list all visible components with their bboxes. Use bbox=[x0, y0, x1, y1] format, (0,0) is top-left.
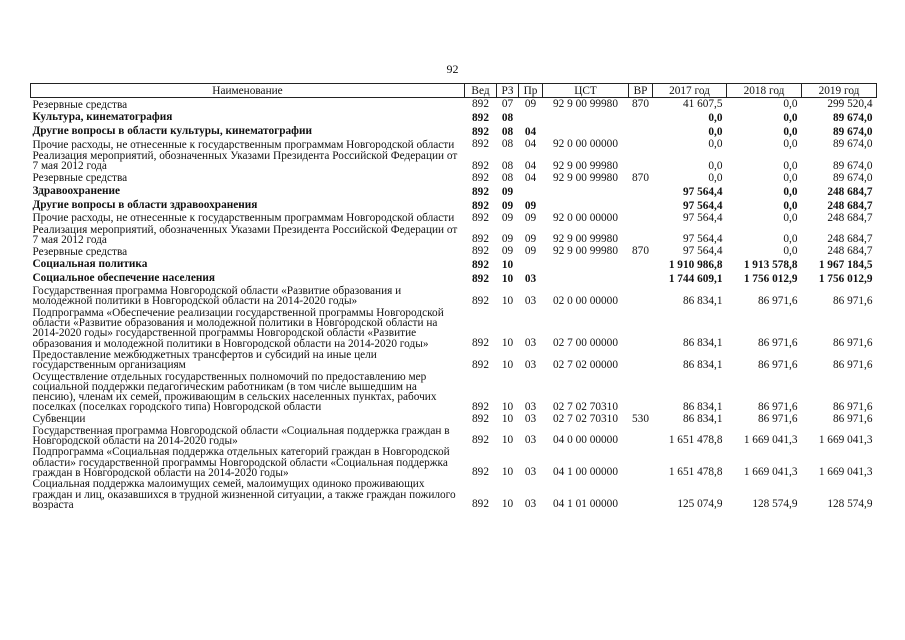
cell-vr bbox=[629, 425, 653, 447]
cell-rz: 10 bbox=[501, 259, 514, 272]
cell-rz: 09 bbox=[501, 185, 514, 198]
table-row bbox=[31, 446, 877, 478]
cell-cst bbox=[543, 110, 629, 124]
budget-table bbox=[30, 83, 877, 510]
cell-2017: 41 607,5 bbox=[682, 98, 723, 110]
cell-ved: 892 bbox=[472, 400, 489, 413]
cell-ved: 892 bbox=[472, 98, 489, 110]
cell-2019: 248 684,7 bbox=[827, 211, 873, 224]
cell-2017: 0,0 bbox=[708, 171, 723, 184]
cell-ved: 892 bbox=[472, 273, 489, 286]
cell-2019: 89 674,0 bbox=[832, 159, 873, 172]
cell-2018: 86 971,6 bbox=[757, 294, 798, 307]
cell-ved: 892 bbox=[472, 336, 489, 349]
cell-2019: 299 520,4 bbox=[827, 98, 873, 110]
cell-vr bbox=[629, 110, 653, 124]
table-row bbox=[31, 478, 877, 510]
cell-2019: 86 971,6 bbox=[832, 358, 873, 371]
cell-2019: 86 971,6 bbox=[832, 294, 873, 307]
table-row bbox=[31, 425, 877, 447]
cell-pr: 09 bbox=[524, 199, 537, 212]
cell-pr: 04 bbox=[524, 159, 537, 172]
cell-2017: 1 651 478,8 bbox=[668, 466, 723, 479]
table-row bbox=[31, 257, 877, 271]
cell-2018: 0,0 bbox=[783, 199, 798, 212]
table-row bbox=[31, 138, 877, 150]
cell-ved: 892 bbox=[472, 412, 489, 425]
header-2017: 2017 год bbox=[653, 84, 727, 98]
cell-name: Резервные средства bbox=[32, 98, 128, 110]
cell-rz: 10 bbox=[501, 358, 514, 371]
cell-pr: 03 bbox=[524, 466, 537, 479]
cell-ved: 892 bbox=[472, 233, 489, 246]
cell-pr: 09 bbox=[524, 211, 537, 224]
cell-cst bbox=[543, 271, 629, 285]
table-row bbox=[31, 98, 877, 111]
cell-rz: 07 bbox=[501, 98, 514, 110]
cell-name: Другие вопросы в области культуры, кинематографии bbox=[32, 125, 312, 137]
cell-2019: 1 669 041,3 bbox=[818, 434, 873, 447]
cell-2019: 1 669 041,3 bbox=[818, 466, 873, 479]
cell-2017: 1 651 478,8 bbox=[668, 434, 723, 447]
table-row bbox=[31, 307, 877, 349]
cell-2019: 89 674,0 bbox=[832, 126, 873, 138]
table-row bbox=[31, 245, 877, 257]
cell-cst: 02 7 02 00000 bbox=[553, 358, 618, 371]
cell-rz: 10 bbox=[501, 466, 514, 479]
cell-ved: 892 bbox=[472, 138, 489, 150]
cell-2019: 1 756 012,9 bbox=[818, 273, 873, 286]
cell-ved: 892 bbox=[472, 185, 489, 198]
cell-vr bbox=[629, 371, 653, 413]
cell-2018: 1 669 041,3 bbox=[743, 434, 798, 447]
cell-vr bbox=[629, 257, 653, 271]
cell-vr bbox=[629, 184, 653, 198]
cell-cst bbox=[543, 198, 629, 212]
cell-name: Другие вопросы в области здравоохранения bbox=[32, 198, 258, 211]
cell-vr bbox=[629, 224, 653, 246]
table-row bbox=[31, 110, 877, 124]
table-row bbox=[31, 150, 877, 172]
header-name: Наименование bbox=[31, 84, 465, 98]
cell-name: Государственная программа Новгородской области «Развитие образования и молодежной политики в Новгородской области на 2014-2020 годы» bbox=[32, 285, 402, 307]
cell-cst: 04 1 01 00000 bbox=[553, 498, 618, 511]
cell-ved: 892 bbox=[472, 211, 489, 224]
cell-ved: 892 bbox=[472, 434, 489, 447]
cell-cst: 92 0 00 00000 bbox=[553, 211, 618, 224]
table-row bbox=[31, 413, 877, 425]
cell-rz: 10 bbox=[501, 336, 514, 349]
cell-2019: 128 574,9 bbox=[827, 498, 873, 511]
cell-cst: 92 0 00 00000 bbox=[553, 138, 618, 150]
cell-vr bbox=[629, 150, 653, 172]
cell-pr: 04 bbox=[524, 126, 537, 138]
cell-2019: 248 684,7 bbox=[827, 199, 873, 212]
header-rz: РЗ bbox=[497, 84, 519, 98]
cell-ved: 892 bbox=[472, 466, 489, 479]
cell-2017: 0,0 bbox=[708, 159, 723, 172]
header-pr: Пр bbox=[519, 84, 543, 98]
table-row bbox=[31, 371, 877, 413]
cell-2018: 128 574,9 bbox=[752, 498, 798, 511]
cell-vr bbox=[629, 478, 653, 510]
cell-rz: 09 bbox=[501, 233, 514, 246]
cell-pr: 04 bbox=[524, 171, 537, 184]
table-row bbox=[31, 172, 877, 184]
cell-name: Резервные средства bbox=[32, 245, 128, 258]
cell-2019: 86 971,6 bbox=[832, 412, 873, 425]
cell-ved: 892 bbox=[472, 159, 489, 172]
cell-pr bbox=[519, 257, 543, 271]
table-row bbox=[31, 271, 877, 285]
cell-2019: 89 674,0 bbox=[832, 171, 873, 184]
cell-vr bbox=[629, 124, 653, 138]
cell-ved: 892 bbox=[472, 112, 489, 124]
cell-cst: 92 9 00 99980 bbox=[553, 233, 618, 246]
header-vr: ВР bbox=[629, 84, 653, 98]
header-cst: ЦСТ bbox=[543, 84, 629, 98]
cell-rz: 08 bbox=[501, 171, 514, 184]
cell-2017: 86 834,1 bbox=[682, 336, 723, 349]
cell-2019: 89 674,0 bbox=[832, 138, 873, 150]
cell-2018: 1 913 578,8 bbox=[743, 259, 798, 272]
cell-pr bbox=[519, 184, 543, 198]
cell-pr: 03 bbox=[524, 273, 537, 286]
cell-cst: 04 0 00 00000 bbox=[553, 434, 618, 447]
cell-pr: 03 bbox=[524, 336, 537, 349]
cell-cst: 02 7 00 00000 bbox=[553, 336, 618, 349]
cell-2017: 0,0 bbox=[708, 138, 723, 150]
cell-2017: 97 564,4 bbox=[682, 211, 723, 224]
cell-2018: 1 756 012,9 bbox=[743, 273, 798, 286]
cell-2018: 86 971,6 bbox=[757, 336, 798, 349]
cell-2019: 89 674,0 bbox=[832, 112, 873, 124]
cell-name: Реализация мероприятий, обозначенных Указами Президента Российской Федерации от 7 мая 2012 года bbox=[32, 150, 458, 172]
cell-2019: 86 971,6 bbox=[832, 336, 873, 349]
cell-ved: 892 bbox=[472, 498, 489, 511]
cell-rz: 09 bbox=[501, 199, 514, 212]
cell-name: Социальная поддержка малоимущих семей, малоимущих одиноко проживающих граждан и лиц, оказавшихся в трудной жизненной ситуации, а также граждан пожилого возраста bbox=[32, 478, 456, 511]
cell-2017: 97 564,4 bbox=[682, 233, 723, 246]
cell-2019: 1 967 184,5 bbox=[818, 259, 873, 272]
cell-2017: 86 834,1 bbox=[682, 400, 723, 413]
cell-2017: 97 564,4 bbox=[682, 245, 723, 258]
cell-pr: 03 bbox=[524, 358, 537, 371]
cell-2019: 248 684,7 bbox=[827, 233, 873, 246]
cell-name: Реализация мероприятий, обозначенных Указами Президента Российской Федерации от 7 мая 2012 года bbox=[32, 223, 458, 246]
cell-2018: 0,0 bbox=[783, 112, 798, 124]
cell-2018: 0,0 bbox=[783, 138, 798, 150]
cell-pr: 03 bbox=[524, 412, 537, 425]
cell-2018: 0,0 bbox=[783, 233, 798, 246]
cell-cst bbox=[543, 124, 629, 138]
cell-2018: 0,0 bbox=[783, 159, 798, 172]
cell-2018: 0,0 bbox=[783, 245, 798, 258]
cell-pr: 09 bbox=[524, 233, 537, 246]
cell-rz: 10 bbox=[501, 294, 514, 307]
cell-2018: 86 971,6 bbox=[757, 400, 798, 413]
cell-rz: 10 bbox=[501, 498, 514, 511]
cell-cst bbox=[543, 257, 629, 271]
cell-name: Прочие расходы, не отнесенные к государственным программам Новгородской области bbox=[32, 212, 455, 224]
page-number: 92 bbox=[446, 62, 459, 76]
cell-name: Здравоохранение bbox=[32, 184, 121, 197]
cell-rz: 10 bbox=[501, 434, 514, 447]
cell-cst: 92 9 00 99980 bbox=[553, 171, 618, 184]
cell-pr: 09 bbox=[524, 98, 537, 110]
cell-name: Субвенции bbox=[32, 413, 86, 425]
table-row bbox=[31, 285, 877, 307]
cell-ved: 892 bbox=[472, 245, 489, 258]
cell-name: Предоставление межбюджетных трансфертов и субсидий на иные цели государственным организациям bbox=[32, 348, 377, 371]
cell-2019: 86 971,6 bbox=[832, 400, 873, 413]
cell-pr: 03 bbox=[524, 400, 537, 413]
cell-pr: 03 bbox=[524, 498, 537, 511]
cell-vr bbox=[629, 198, 653, 212]
cell-name: Осуществление отдельных государственных полномочий по предоставлению мер социальной поддержки педагогическим работникам (в том числе вышедшим на пенсию), членам их семей, проживающим в сельских населенных пунктах, рабочих поселках (поселках городского типа) Новгородской области bbox=[32, 370, 437, 413]
cell-cst: 02 7 02 70310 bbox=[553, 412, 618, 425]
cell-name: Социальная политика bbox=[32, 258, 148, 271]
header-2019: 2019 год bbox=[802, 84, 877, 98]
cell-vr bbox=[629, 307, 653, 349]
cell-name: Государственная программа Новгородской области «Социальная поддержка граждан в Новгородской области на 2014-2020 годы» bbox=[32, 424, 450, 447]
cell-vr: 530 bbox=[632, 412, 649, 425]
cell-name: Подпрограмма «Обеспечение реализации государственной программы Новгородской области «Развитие образования и молодежной политики в Новгородской области на 2014-2020 годы» государственной программы Новгородской области «Развитие образования и молодежной политики в Новгородской области на 2014-2020 годы» bbox=[32, 306, 444, 349]
table-row bbox=[31, 349, 877, 371]
cell-vr bbox=[629, 212, 653, 224]
cell-pr bbox=[519, 110, 543, 124]
cell-vr: 870 bbox=[632, 171, 649, 184]
cell-2017: 0,0 bbox=[708, 126, 723, 138]
table-header-row bbox=[31, 84, 877, 98]
cell-rz: 08 bbox=[501, 126, 514, 138]
cell-vr bbox=[629, 349, 653, 371]
cell-pr: 03 bbox=[524, 434, 537, 447]
table-row bbox=[31, 198, 877, 212]
cell-name: Подпрограмма «Социальная поддержка отдельных категорий граждан в Новгородской области» государственной программы Новгородской области «Социальная поддержка граждан в Новгородской области на 2014-2020 годы» bbox=[32, 446, 450, 479]
cell-2017: 97 564,4 bbox=[682, 199, 723, 212]
cell-vr bbox=[629, 285, 653, 307]
table-row bbox=[31, 184, 877, 198]
cell-2017: 1 744 609,1 bbox=[668, 273, 723, 286]
cell-cst: 92 9 00 99980 bbox=[553, 98, 618, 110]
cell-2018: 0,0 bbox=[783, 171, 798, 184]
cell-name: Культура, кинематография bbox=[32, 111, 173, 123]
cell-ved: 892 bbox=[472, 171, 489, 184]
header-ved: Вед bbox=[465, 84, 497, 98]
cell-vr: 870 bbox=[632, 98, 649, 110]
cell-rz: 10 bbox=[501, 273, 514, 286]
cell-name: Социальное обеспечение населения bbox=[32, 272, 215, 285]
cell-cst: 04 1 00 00000 bbox=[553, 466, 618, 479]
cell-2017: 1 910 986,8 bbox=[668, 259, 723, 272]
cell-vr bbox=[629, 446, 653, 478]
cell-ved: 892 bbox=[472, 199, 489, 212]
table-row bbox=[31, 212, 877, 224]
cell-rz: 10 bbox=[501, 412, 514, 425]
cell-vr: 870 bbox=[632, 245, 649, 258]
cell-pr: 03 bbox=[524, 294, 537, 307]
cell-2017: 86 834,1 bbox=[682, 412, 723, 425]
cell-2017: 0,0 bbox=[708, 112, 723, 124]
cell-cst: 92 9 00 99980 bbox=[553, 159, 618, 172]
cell-ved: 892 bbox=[472, 358, 489, 371]
cell-rz: 08 bbox=[501, 138, 514, 150]
cell-2018: 0,0 bbox=[783, 98, 798, 110]
cell-pr: 04 bbox=[524, 138, 537, 150]
cell-2017: 86 834,1 bbox=[682, 358, 723, 371]
cell-2018: 86 971,6 bbox=[757, 412, 798, 425]
header-2018: 2018 год bbox=[727, 84, 802, 98]
table-row bbox=[31, 224, 877, 246]
cell-rz: 08 bbox=[501, 112, 514, 124]
cell-cst bbox=[543, 184, 629, 198]
cell-pr: 09 bbox=[524, 245, 537, 258]
cell-rz: 10 bbox=[501, 400, 514, 413]
cell-2018: 0,0 bbox=[783, 126, 798, 138]
cell-2017: 86 834,1 bbox=[682, 294, 723, 307]
cell-name: Резервные средства bbox=[32, 172, 128, 184]
cell-2018: 0,0 bbox=[783, 185, 798, 198]
table-body bbox=[31, 98, 877, 511]
cell-rz: 08 bbox=[501, 159, 514, 172]
cell-2017: 125 074,9 bbox=[677, 498, 723, 511]
cell-rz: 09 bbox=[501, 245, 514, 258]
cell-vr bbox=[629, 271, 653, 285]
cell-ved: 892 bbox=[472, 294, 489, 307]
cell-2019: 248 684,7 bbox=[827, 185, 873, 198]
cell-cst: 02 7 02 70310 bbox=[553, 400, 618, 413]
cell-2017: 97 564,4 bbox=[682, 185, 723, 198]
cell-2018: 1 669 041,3 bbox=[743, 466, 798, 479]
cell-vr bbox=[629, 138, 653, 150]
cell-cst: 92 9 00 99980 bbox=[553, 245, 618, 258]
cell-ved: 892 bbox=[472, 259, 489, 272]
cell-rz: 09 bbox=[501, 211, 514, 224]
cell-2019: 248 684,7 bbox=[827, 245, 873, 258]
table-row bbox=[31, 124, 877, 138]
cell-2018: 0,0 bbox=[783, 211, 798, 224]
cell-cst: 02 0 00 00000 bbox=[553, 294, 618, 307]
cell-2018: 86 971,6 bbox=[757, 358, 798, 371]
cell-name: Прочие расходы, не отнесенные к государственным программам Новгородской области bbox=[32, 138, 455, 150]
cell-ved: 892 bbox=[472, 126, 489, 138]
